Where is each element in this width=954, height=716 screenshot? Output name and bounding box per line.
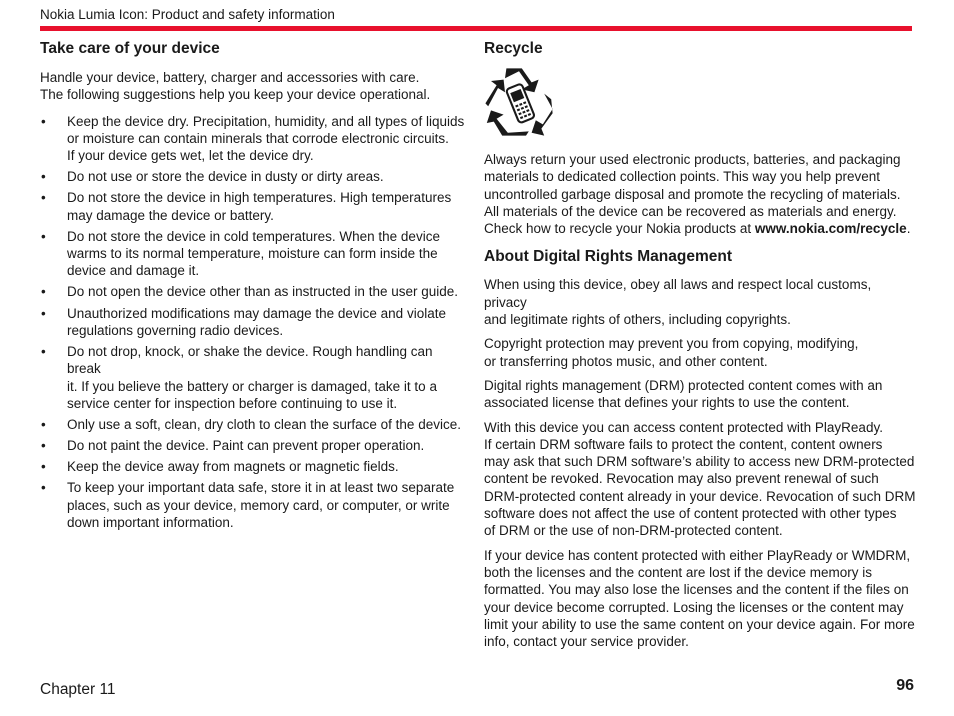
text-line: Always return your used electronic products, batteries, and packaging [484,152,901,167]
drm-paragraph [484,276,916,328]
text-line: Keep the device away from magnets or magnetic fields. [67,459,399,475]
text-line: limit your ability to use the same content on your device again. For more [484,616,915,632]
care-item-text [67,438,424,453]
text-line: down important information. [67,514,234,530]
drm-paragraph [484,547,916,651]
care-item-text [67,459,399,474]
care-list-item [40,168,468,185]
care-list-item [40,113,468,165]
text-line: software does not affect the use of content protected with other types [484,506,897,522]
text-line: Do not use or store the device in dusty or dirty areas. [67,169,384,185]
bullet-icon: • [41,284,46,300]
text-line: All materials of the device can be recovered as materials and energy. [484,203,897,219]
care-item-text [67,306,446,338]
text-line: When using this device, obey all laws and respect local customs, privacy [484,277,872,310]
bullet-icon: • [41,190,46,206]
section-heading-drm: About Digital Rights Management [484,248,732,266]
care-list-item [40,437,468,454]
text-line: device and damage it. [67,263,200,279]
care-item-text [67,344,437,411]
recycle-link-prefix: Check how to recycle your Nokia products at [484,221,755,237]
text-line: it. If you believe the battery or charger is damaged, take it to a [67,378,437,394]
intro-line: Handle your device, battery, charger and accessories with care. [40,70,420,85]
text-line: Do not store the device in high temperatures. High temperatures [67,190,452,206]
text-line: Digital rights management (DRM) protected content comes with an [484,377,883,393]
care-list-item [40,228,468,280]
text-line: of DRM or the use of non-DRM-protected content. [484,523,783,539]
care-item-text [67,480,454,530]
text-line: Unauthorized modifications may damage the device and violate [67,305,446,321]
text-line: info, contact your service provider. [484,634,689,650]
care-item-text [67,190,451,222]
text-line: or transferring photos music, and other content. [484,353,768,369]
care-list-item [40,343,468,412]
bullet-icon: • [41,305,46,321]
text-line: your device become corrupted. Losing the licenses or the content may [484,599,904,615]
care-list-item [40,458,468,475]
drm-paragraph [484,377,916,412]
text-line: materials to dedicated collection points. This way you help prevent [484,169,880,185]
text-line: content be revoked. Revocation may also prevent renewal of such [484,471,879,487]
section-heading-recycle: Recycle [484,40,543,57]
drm-paragraph [484,419,916,540]
right-column [484,39,916,657]
bullet-icon: • [41,416,46,432]
text-line: or moisture can contain minerals that corrode electronic circuits. [67,130,449,146]
page-number: 96 [896,677,914,694]
care-item-text [67,284,458,299]
text-line: Copyright protection may prevent you from copying, modifying, [484,336,859,352]
text-line: associated license that defines your rights to use the content. [484,395,850,411]
text-line: both the licenses and the content are lost if the device memory is [484,564,872,580]
care-item-text [67,417,461,432]
recycle-url-link[interactable]: www.nokia.com/recycle [754,221,907,237]
care-list-item [40,416,468,433]
left-column [40,39,468,535]
text-line: regulations governing radio devices. [67,322,284,338]
recycle-phone-icon [484,67,554,137]
text-line: If certain DRM software fails to protect the content, content owners [484,436,883,452]
bullet-icon: • [41,438,46,454]
bullet-icon: • [41,480,46,496]
text-line: Do not store the device in cold temperatures. When the device [67,228,440,244]
text-line: Do not drop, knock, or shake the device. Rough handling can break [67,343,433,377]
intro-line: The following suggestions help you keep your device operational. [40,87,431,103]
text-line: uncontrolled garbage disposal and promote the recycling of materials. [484,186,901,202]
care-list-item [40,479,468,531]
care-item-text [67,169,384,184]
text-line: may damage the device or battery. [67,207,274,223]
text-line: Only use a soft, clean, dry cloth to clean the surface of the device. [67,416,461,432]
text-line: warms to its normal temperature, moisture can form inside the [67,246,438,262]
text-line: DRM-protected content already in your device. Revocation of such DRM [484,488,916,504]
care-intro [40,69,468,104]
text-line: Do not paint the device. Paint can prevent proper operation. [67,438,425,454]
care-item-text [67,229,440,279]
text-line: may ask that such DRM software’s ability to access new DRM-protected [484,454,915,470]
drm-paragraphs [484,276,916,650]
care-list-item [40,189,468,224]
text-line: Keep the device dry. Precipitation, humidity, and all types of liquids [67,113,465,129]
bullet-icon: • [41,113,46,129]
header-divider [40,26,912,31]
drm-paragraph [484,335,916,370]
footer-chapter: Chapter 11 [40,681,116,698]
care-list-item [40,283,468,300]
text-line: places, such as your device, memory card, or computer, or write [67,497,450,513]
text-line: formatted. You may also lose the licenses and the content if the files on [484,582,909,598]
bullet-icon: • [41,343,46,359]
bullet-icon: • [41,459,46,475]
text-line: If your device gets wet, let the device dry. [67,148,314,164]
bullet-icon: • [41,228,46,244]
document-header-title: Nokia Lumia Icon: Product and safety information [40,7,335,22]
care-bullet-list [40,113,468,532]
text-line: Do not open the device other than as instructed in the user guide. [67,284,459,300]
bullet-icon: • [41,169,46,185]
section-heading-care: Take care of your device [40,40,220,57]
text-line: and legitimate rights of others, including copyrights. [484,312,791,328]
recycle-link-suffix: . [906,221,911,237]
text-line: With this device you can access content protected with PlayReady. [484,419,883,435]
care-list-item [40,305,468,340]
recycle-paragraph [484,151,916,237]
text-line: service center for inspection before continuing to use it. [67,395,398,411]
text-line: If your device has content protected with either PlayReady or WMDRM, [484,547,911,563]
care-item-text [67,114,464,164]
text-line: To keep your important data safe, store it in at least two separate [67,480,455,496]
